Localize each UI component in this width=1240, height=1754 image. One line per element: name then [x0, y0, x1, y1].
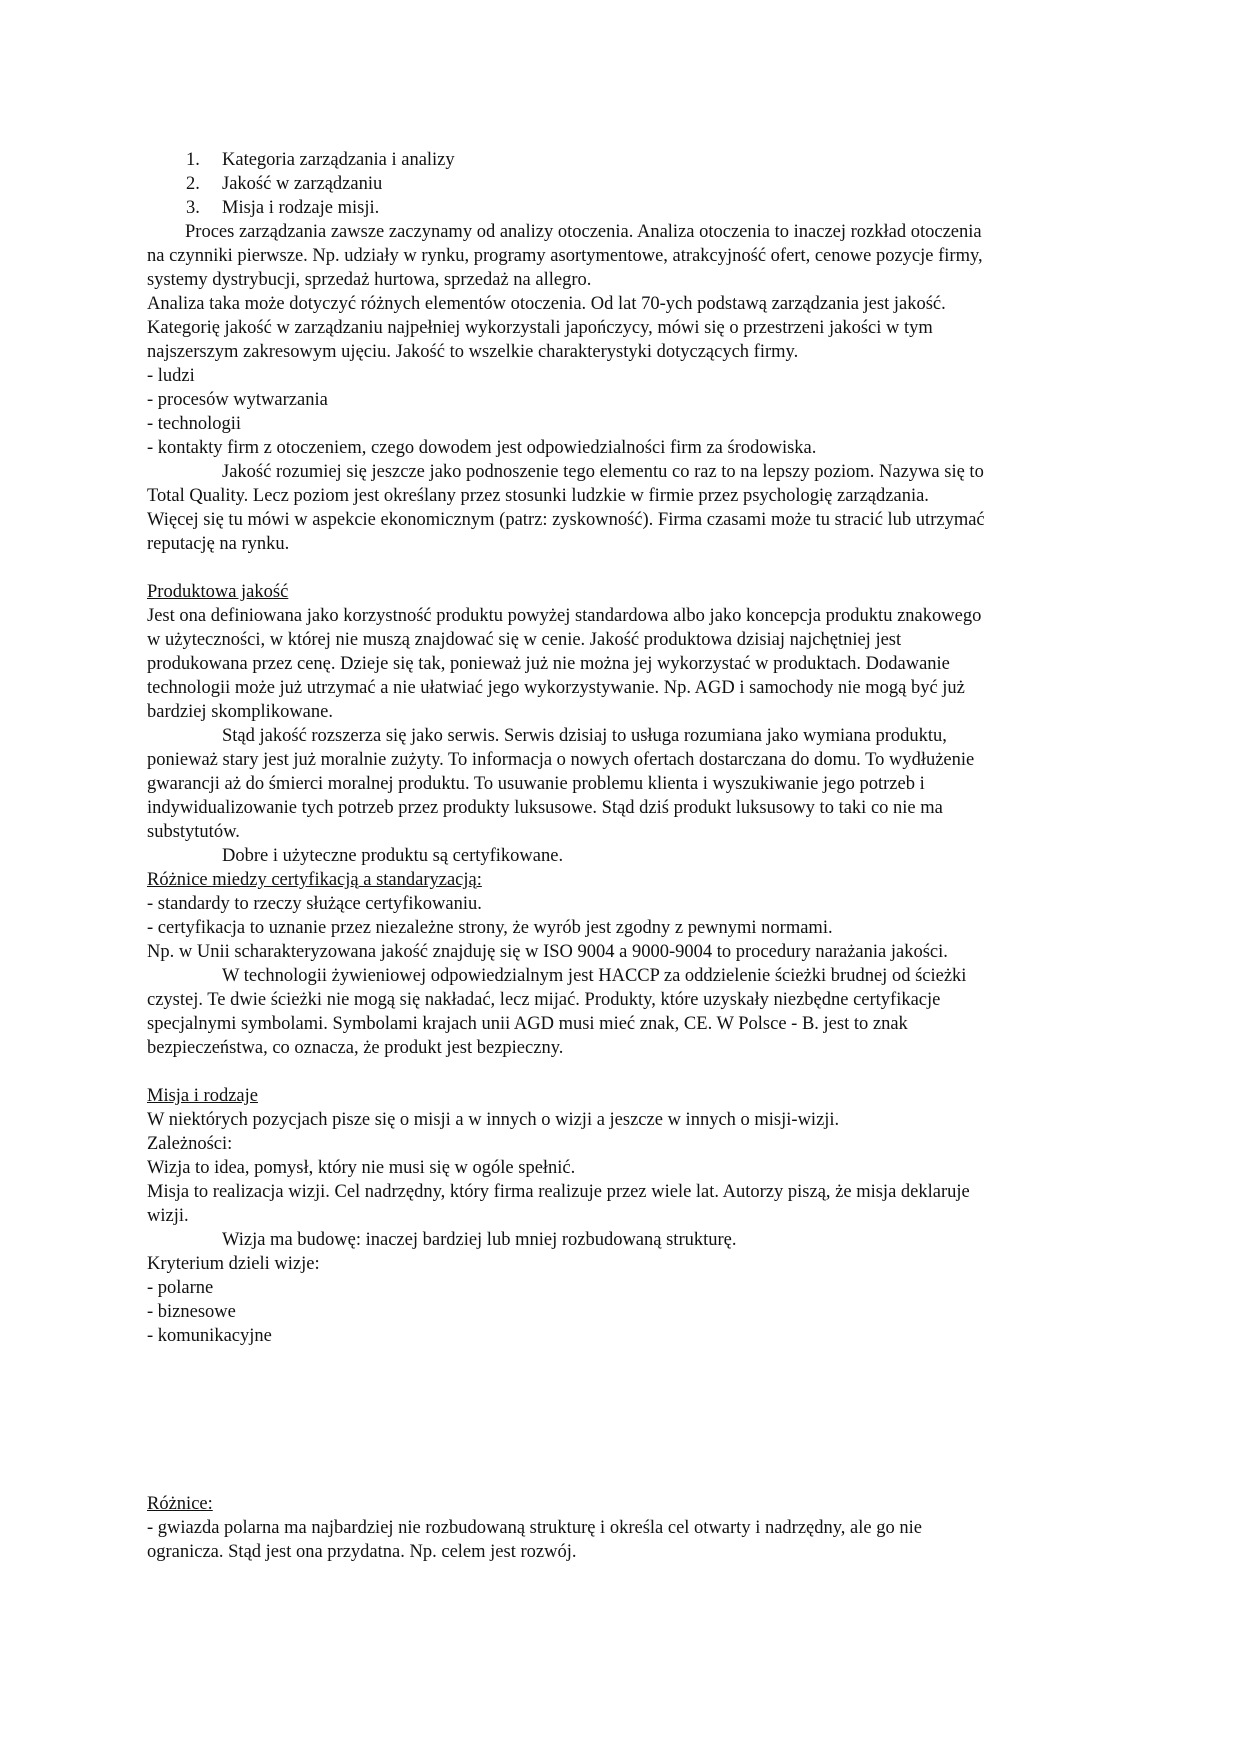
paragraph-line: Misja to realizacja wizji. Cel nadrzędny, który firma realizuje przez wiele lat. Autorzy piszą, że misja deklaruje — [147, 1182, 970, 1202]
paragraph-line: ogranicza. Stąd jest ona przydatna. Np. celem jest rozwój. — [147, 1542, 577, 1562]
paragraph-line: reputację na rynku. — [147, 534, 290, 554]
paragraph-line: Zależności: — [147, 1134, 233, 1154]
paragraph-line: czystej. Te dwie ścieżki nie mogą się nakładać, lecz mijać. Produkty, które uzyskały niezbędne certyfikacje — [147, 990, 941, 1010]
paragraph-line: W niektórych pozycjach pisze się o misji a w innych o wizji a jeszcze w innych o misji-wizji. — [147, 1110, 840, 1130]
outline-number: 1. — [186, 150, 200, 170]
paragraph-line: Total Quality. Lecz poziom jest określany przez stosunki ludzkie w firmie przez psychologię zarządzania. — [147, 486, 929, 506]
paragraph-line: bezpieczeństwa, co oznacza, że produkt jest bezpieczny. — [147, 1038, 564, 1058]
paragraph-line: Wizja ma budowę: inaczej bardziej lub mniej rozbudowaną strukturę. — [222, 1230, 737, 1250]
paragraph-line: wizji. — [147, 1206, 189, 1226]
paragraph-line: w użyteczności, w której nie muszą znajdować się w cenie. Jakość produktowa dzisiaj najchętniej jest — [147, 630, 902, 650]
paragraph-line: Wizja to idea, pomysł, który nie musi się w ogóle spełnić. — [147, 1158, 576, 1178]
paragraph-line: Jest ona definiowana jako korzystność produktu powyżej standardowa albo jako koncepcja produktu znakowego — [147, 606, 982, 626]
list-item: - biznesowe — [147, 1302, 236, 1322]
paragraph-line: Kategorię jakość w zarządzaniu najpełniej wykorzystali japończycy, mówi się o przestrzeni jakości w tym — [147, 318, 933, 338]
paragraph-line: W technologii żywieniowej odpowiedzialnym jest HACCP za oddzielenie ścieżki brudnej od ścieżki — [222, 966, 967, 986]
list-item: - komunikacyjne — [147, 1326, 272, 1346]
outline-number: 2. — [186, 174, 200, 194]
outline-item: Kategoria zarządzania i analizy — [222, 150, 455, 170]
section-heading: Różnice: — [147, 1494, 213, 1514]
paragraph-line: specjalnymi symbolami. Symbolami krajach unii AGD musi mieć znak, CE. W Polsce - B. jest to znak — [147, 1014, 908, 1034]
paragraph-line: Np. w Unii scharakteryzowana jakość znajduję się w ISO 9004 a 9000-9004 to procedury narażania jakości. — [147, 942, 948, 962]
list-item: - gwiazda polarna ma najbardziej nie rozbudowaną strukturę i określa cel otwarty i nadrzędny, ale go nie — [147, 1518, 922, 1538]
paragraph-line: na czynniki pierwsze. Np. udziały w rynku, programy asortymentowe, atrakcyjność ofert, cenowe pozycje firmy, — [147, 246, 983, 266]
list-item: - procesów wytwarzania — [147, 390, 328, 410]
paragraph-line: Jakość rozumiej się jeszcze jako podnoszenie tego elementu co raz to na lepszy poziom. Nazywa się to — [222, 462, 984, 482]
list-item: - certyfikacja to uznanie przez niezależne strony, że wyrób jest zgodny z pewnymi normami. — [147, 918, 833, 938]
outline-number: 3. — [186, 198, 200, 218]
list-item: - polarne — [147, 1278, 214, 1298]
subsection-heading: Różnice miedzy certyfikacją a standaryzacją: — [147, 870, 482, 890]
list-item: - standardy to rzeczy służące certyfikowaniu. — [147, 894, 482, 914]
section-heading: Produktowa jakość — [147, 582, 289, 602]
paragraph-line: systemy dystrybucji, sprzedaż hurtowa, sprzedaż na allegro. — [147, 270, 592, 290]
outline-item: Jakość w zarządzaniu — [222, 174, 383, 194]
paragraph-line: bardziej skomplikowane. — [147, 702, 333, 722]
paragraph-line: produkowana przez cenę. Dzieje się tak, ponieważ już nie można jej wykorzystać w produktach. Dodawanie — [147, 654, 950, 674]
paragraph-line: Kryterium dzieli wizje: — [147, 1254, 320, 1274]
paragraph-line: Dobre i użyteczne produktu są certyfikowane. — [222, 846, 564, 866]
paragraph-line: Stąd jakość rozszerza się jako serwis. Serwis dzisiaj to usługa rozumiana jako wymiana produktu, — [222, 726, 947, 746]
list-item: - kontakty firm z otoczeniem, czego dowodem jest odpowiedzialności firm za środowiska. — [147, 438, 817, 458]
outline-item: Misja i rodzaje misji. — [222, 198, 380, 218]
section-heading: Misja i rodzaje — [147, 1086, 258, 1106]
paragraph-line: Proces zarządzania zawsze zaczynamy od analizy otoczenia. Analiza otoczenia to inaczej rozkład otoczenia — [185, 222, 982, 242]
paragraph-line: indywidualizowanie tych potrzeb przez produkty luksusowe. Stąd dziś produkt luksusowy to taki co nie ma — [147, 798, 943, 818]
paragraph-line: ponieważ stary jest już moralnie zużyty. To informacja o nowych ofertach dostarczana do domu. To wydłużenie — [147, 750, 975, 770]
list-item: - technologii — [147, 414, 242, 434]
paragraph-line: substytutów. — [147, 822, 240, 842]
paragraph-line: najszerszym zakresowym ujęciu. Jakość to wszelkie charakterystyki dotyczących firmy. — [147, 342, 799, 362]
paragraph-line: Więcej się tu mówi w aspekcie ekonomicznym (patrz: zyskowność). Firma czasami może tu stracić lub utrzymać — [147, 510, 985, 530]
paragraph-line: Analiza taka może dotyczyć różnych elementów otoczenia. Od lat 70-ych podstawą zarządzania jest jakość. — [147, 294, 946, 314]
paragraph-line: technologii może już utrzymać a nie ułatwiać jego wykorzystywanie. Np. AGD i samochody nie mogą być już — [147, 678, 965, 698]
paragraph-line: gwarancji aż do śmierci moralnej produktu. To usuwanie problemu klienta i wyszukiwanie jego potrzeb i — [147, 774, 925, 794]
list-item: - ludzi — [147, 366, 195, 386]
